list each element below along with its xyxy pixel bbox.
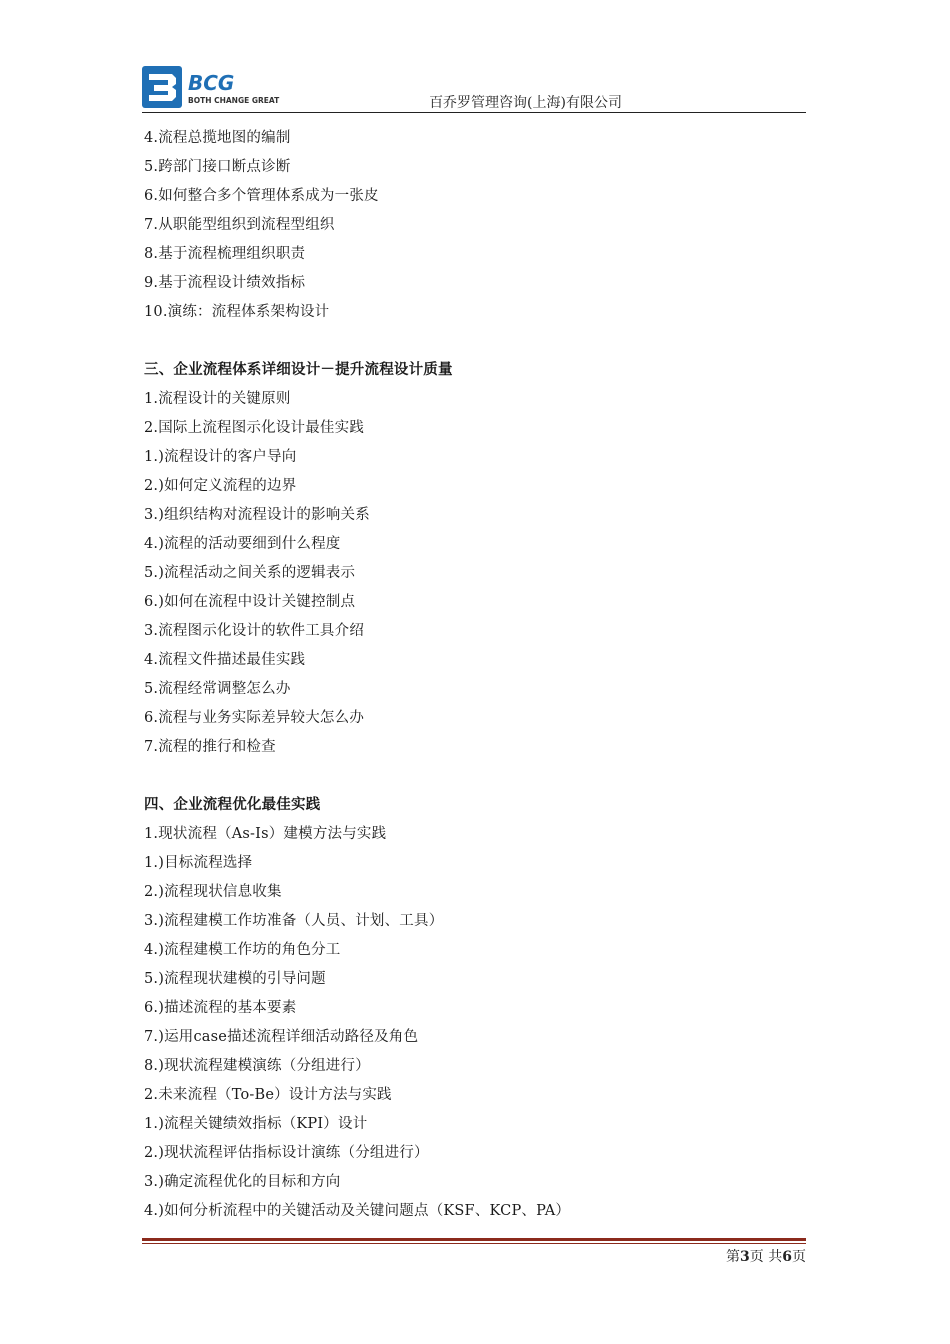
footer-rule-thin xyxy=(142,1243,806,1244)
list-item: 1.流程设计的关键原则 xyxy=(144,391,291,407)
list-item: 2.国际上流程图示化设计最佳实践 xyxy=(144,420,365,436)
page-suffix: 页 xyxy=(792,1249,806,1265)
list-item: 2.)现状流程评估指标设计演练（分组进行） xyxy=(144,1145,429,1161)
list-item: 4.流程文件描述最佳实践 xyxy=(144,652,306,668)
document-body xyxy=(144,124,804,1226)
page-prefix: 第 xyxy=(726,1249,741,1265)
list-item: 1.)流程关键绩效指标（KPI）设计 xyxy=(144,1116,368,1132)
list-item: 1.现状流程（As-Is）建模方法与实践 xyxy=(144,826,387,842)
list-item: 2.)流程现状信息收集 xyxy=(144,884,282,900)
company-name: 百乔罗管理咨询(上海)有限公司 xyxy=(429,95,622,111)
section-heading: 四、企业流程优化最佳实践 xyxy=(144,797,321,813)
page-current: 3 xyxy=(740,1249,750,1265)
list-item: 7.从职能型组织到流程型组织 xyxy=(144,217,335,233)
list-item: 6.)如何在流程中设计关键控制点 xyxy=(144,594,356,610)
list-item: 5.流程经常调整怎么办 xyxy=(144,681,291,697)
list-item: 1.)流程设计的客户导向 xyxy=(144,449,297,465)
spacer xyxy=(144,327,804,356)
footer-rule xyxy=(142,1238,806,1241)
header-rule xyxy=(142,112,806,113)
list-item: 1.)目标流程选择 xyxy=(144,855,253,871)
list-item: 4.流程总揽地图的编制 xyxy=(144,130,291,146)
list-item: 3.流程图示化设计的软件工具介绍 xyxy=(144,623,365,639)
page-mid: 页 共 xyxy=(749,1249,783,1265)
section-heading: 三、企业流程体系详细设计－提升流程设计质量 xyxy=(144,362,453,378)
list-item: 3.)组织结构对流程设计的影响关系 xyxy=(144,507,370,523)
list-item: 3.)流程建模工作坊准备（人员、计划、工具） xyxy=(144,913,444,929)
list-item: 7.流程的推行和检查 xyxy=(144,739,276,755)
page-number xyxy=(726,1246,806,1266)
page-header xyxy=(0,0,950,118)
list-item: 5.)流程活动之间关系的逻辑表示 xyxy=(144,565,356,581)
list-item: 2.未来流程（To-Be）设计方法与实践 xyxy=(144,1087,392,1103)
bcg-logo xyxy=(142,66,287,108)
logo-wordmark: BCG xyxy=(188,71,235,95)
logo-tagline: BOTH CHANGE GREAT xyxy=(188,96,280,105)
list-item: 3.)确定流程优化的目标和方向 xyxy=(144,1174,341,1190)
list-item: 5.)流程现状建模的引导问题 xyxy=(144,971,326,987)
list-item: 10.演练：流程体系架构设计 xyxy=(144,304,330,320)
list-item: 8.)现状流程建模演练（分组进行） xyxy=(144,1058,370,1074)
list-item: 4.)流程建模工作坊的角色分工 xyxy=(144,942,341,958)
list-item: 9.基于流程设计绩效指标 xyxy=(144,275,306,291)
spacer xyxy=(144,762,804,791)
list-item: 7.)运用case描述流程详细活动路径及角色 xyxy=(144,1029,419,1045)
list-item: 5.跨部门接口断点诊断 xyxy=(144,159,291,175)
list-item: 6.如何整合多个管理体系成为一张皮 xyxy=(144,188,379,204)
list-item: 4.)如何分析流程中的关键活动及关键问题点（KSF、KCP、PA） xyxy=(144,1203,571,1219)
list-item: 4.)流程的活动要细到什么程度 xyxy=(144,536,341,552)
list-item: 6.流程与业务实际差异较大怎么办 xyxy=(144,710,365,726)
list-item: 6.)描述流程的基本要素 xyxy=(144,1000,297,1016)
page-total: 6 xyxy=(782,1249,792,1265)
list-item: 2.)如何定义流程的边界 xyxy=(144,478,297,494)
list-item: 8.基于流程梳理组织职责 xyxy=(144,246,306,262)
